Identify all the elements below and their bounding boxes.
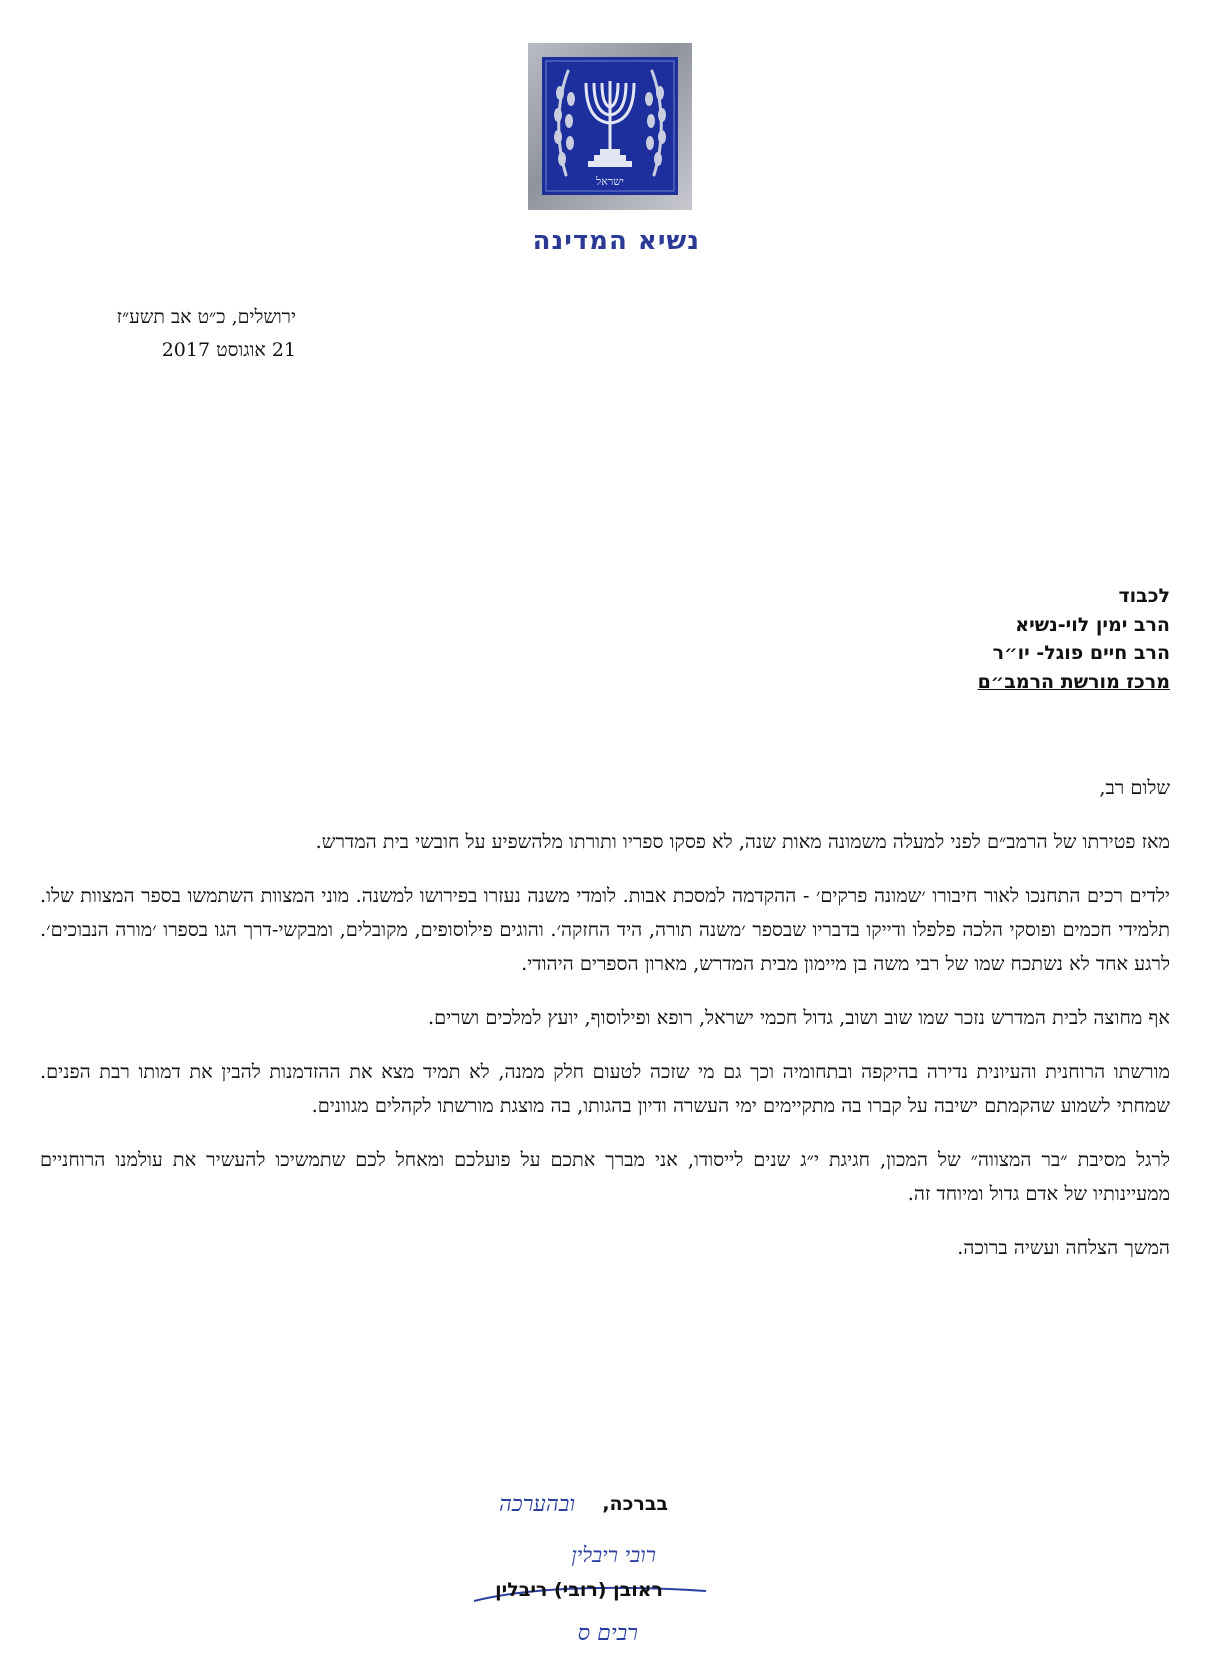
handwritten-note: רבים ס bbox=[577, 1621, 638, 1646]
addressee-line: לכבוד bbox=[1118, 585, 1170, 607]
signer-name: ראובן (רובי) ריבלין bbox=[495, 1579, 663, 1601]
paragraph: לרגל מסיבת ״בר המצווה״ של המכון, חגיגת י״ג שנים לייסודו, אני מברך אתכם על פועלכם ומאחל לכם שתמשיכו להעשיר את עולמנו הרוחניים ממעיינותיו של אדם גדול ומיוחד זה. bbox=[40, 1148, 1170, 1205]
addressee-organization: מרכז מורשת הרמב״ם bbox=[977, 670, 1170, 693]
closing-blessing: בברכה, bbox=[602, 1493, 668, 1515]
addressee-line: הרב חיים פוגל- יו״ר bbox=[992, 642, 1170, 664]
handwritten-signature: רובי ריבלין bbox=[571, 1543, 656, 1567]
letter-body bbox=[40, 771, 1170, 1285]
greeting: שלום רב, bbox=[1099, 776, 1170, 799]
addressee-block bbox=[810, 582, 1170, 696]
paragraph: מורשתו הרוחנית והעיונית נדירה בהיקפה ובתחומיה וכך גם מי שזכה לטעום חלק ממנה, לא תמיד מצא את ההזדמנות להבין את דמותו רבת הפנים. שמחתי לשמוע שהקמתם ישיבה על קברו בה מתקיימים ימי העשרה ודיון בהגותו, בה מוצגת מורשתו לקהלים מגוונים. bbox=[40, 1060, 1170, 1117]
emblem-caption: ישראל bbox=[596, 175, 624, 188]
state-emblem bbox=[528, 43, 692, 210]
office-title: נשיא המדינה bbox=[532, 226, 700, 256]
gregorian-date: 21 אוגוסט 2017 bbox=[161, 339, 296, 361]
paragraph: מאז פטירתו של הרמב״ם לפני למעלה משמונה מאות שנה, לא פסקו ספריו ותורתו מלהשפיע על חובשי בית המדרש. bbox=[315, 830, 1170, 853]
date-block bbox=[16, 301, 296, 367]
paragraph: אף מחוצה לבית המדרש נזכר שמו שוב ושוב, גדול חכמי ישראל, רופא ופילוסוף, יועץ למלכים ושרים. bbox=[427, 1006, 1170, 1029]
paragraph: המשך הצלחה ועשיה ברוכה. bbox=[957, 1236, 1170, 1259]
handwritten-blessing: ובהערכה bbox=[498, 1492, 575, 1517]
hebrew-date: ירושלים, כ״ט אב תשע״ז bbox=[116, 306, 296, 328]
paragraph: ילדים רכים התחנכו לאור חיבורו ׳שמונה פרקים׳ - ההקדמה למסכת אבות. לומדי משנה נעזרו בפירושו למשנה. מוני המצוות השתמשו בספר המצוות שלו. תלמידי חכמים ופוסקי הלכה פלפלו ודייקו בדבריו שבספר ׳משנה תורה, היד החזקה׳. והוגים פילוסופים, מקובלים, ומבקשי-דרך הגו בספרו ׳מורה הנבוכים׳. לרגע אחד לא נשתכח שמו של רבי משה בן מיימון מבית המדרש, מארון הספרים היהודי. bbox=[40, 884, 1170, 975]
addressee-line: הרב ימין לוי-נשיא bbox=[1015, 613, 1170, 636]
menorah-emblem-icon bbox=[528, 43, 692, 210]
